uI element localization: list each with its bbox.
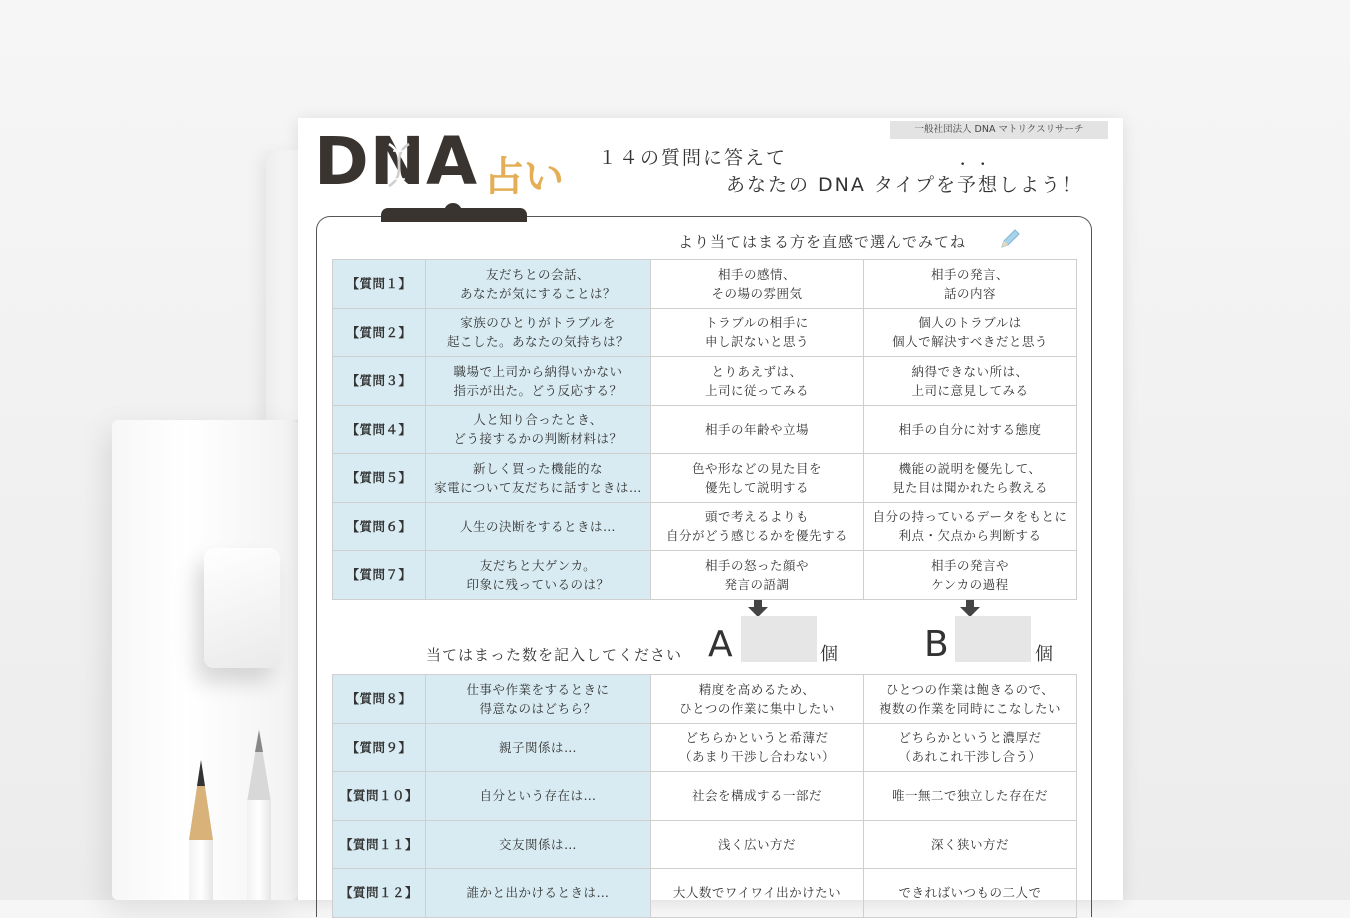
question-row	[333, 308, 1077, 357]
question-text	[426, 454, 651, 503]
option-b[interactable]	[864, 723, 1077, 772]
option-a-line: ひとつの作業に集中したい	[679, 700, 835, 716]
option-a[interactable]	[651, 723, 864, 772]
option-a[interactable]	[651, 675, 864, 724]
question-text	[426, 357, 651, 406]
option-a-line: 相手の年齢や立場	[704, 421, 809, 437]
question-row	[333, 405, 1077, 454]
option-b-line: どちらかというと濃厚だ	[898, 730, 1042, 746]
option-b[interactable]	[864, 820, 1077, 869]
question-text-line: 人と知り合ったとき、	[473, 412, 603, 428]
question-text	[426, 551, 651, 600]
option-b-line: 相手の自分に対する態度	[898, 421, 1042, 437]
option-b-line: ケンカの過程	[931, 576, 1009, 592]
option-a-line: とりあえずは、	[711, 363, 803, 379]
option-a[interactable]	[651, 357, 864, 406]
option-b[interactable]	[864, 405, 1077, 454]
organization-label: 一般社団法人 DNA マトリクスリサーチ	[890, 121, 1108, 139]
question-number: 【質問８】	[333, 675, 426, 724]
option-a-line: 頭で考えるよりも	[704, 509, 809, 525]
option-a[interactable]	[651, 405, 864, 454]
option-b[interactable]	[864, 772, 1077, 821]
headline-line2: あなたの DNA タイプを予想しよう！	[726, 174, 1083, 196]
option-a-line: トラブルの相手に	[705, 315, 809, 331]
logo-dna-text: DNA	[314, 123, 479, 200]
question-text	[426, 260, 651, 309]
count-a-input[interactable]	[741, 616, 817, 662]
option-b-line: 機能の説明を優先して、	[898, 460, 1042, 476]
question-text	[426, 820, 651, 869]
question-text	[426, 723, 651, 772]
pencil-lead	[197, 760, 205, 786]
option-b-line: 見た目は聞かれたら教える	[891, 479, 1048, 495]
count-a-unit: 個	[820, 644, 838, 665]
option-a-line: どちらかというと希薄だ	[685, 730, 829, 746]
option-b-line: できればいつもの二人で	[898, 885, 1042, 901]
questions-table-part1	[332, 259, 1077, 600]
question-text-line: 誰かと出かけるときは…	[466, 885, 610, 901]
option-b[interactable]	[864, 869, 1077, 918]
question-row	[333, 502, 1077, 551]
question-text	[426, 772, 651, 821]
option-b[interactable]	[864, 454, 1077, 503]
question-number: 【質問５】	[333, 454, 426, 503]
question-text-line: 職場で上司から納得いかない	[453, 363, 623, 379]
option-a[interactable]	[651, 820, 864, 869]
question-number: 【質問１１】	[333, 820, 426, 869]
mechanical-pencil	[247, 800, 271, 900]
option-a-line: 相手の感情、	[717, 266, 796, 282]
logo-uranai-text: 占い	[484, 154, 564, 200]
question-text-line: 仕事や作業をするときに	[466, 681, 610, 697]
question-text-line: 印象に残っているのは？	[466, 576, 610, 592]
headline-line1: １４の質問に答えて	[598, 147, 788, 169]
question-text-line: 家族のひとりがトラブルを	[460, 315, 616, 331]
option-b[interactable]	[864, 260, 1077, 309]
question-row	[333, 260, 1077, 309]
question-text-line: 指示が出た。どう反応する？	[453, 382, 623, 398]
question-row	[333, 869, 1077, 918]
option-b-line: 話の内容	[943, 285, 996, 301]
question-number: 【質問３】	[333, 357, 426, 406]
option-b-line: 個人のトラブルは	[918, 315, 1022, 331]
option-b-line: （あれこれ干渉し合う）	[898, 749, 1042, 765]
emphasis-dots: • •	[960, 160, 992, 170]
option-b-line: 唯一無二で独立した存在だ	[891, 788, 1048, 804]
option-a[interactable]	[651, 260, 864, 309]
question-text	[426, 502, 651, 551]
question-text-line: 人生の決断をするときは…	[459, 518, 616, 534]
question-row	[333, 723, 1077, 772]
question-text-line: 起こした。あなたの気持ちは？	[446, 334, 629, 350]
option-a-line: （あまり干渉し合わない）	[678, 749, 835, 765]
option-a[interactable]	[651, 772, 864, 821]
count-prompt: 当てはまった数を記入してください	[426, 646, 683, 664]
question-row	[333, 675, 1077, 724]
question-number: 【質問７】	[333, 551, 426, 600]
instruction-text: より当てはまる方を直感で選んでみてね	[678, 233, 967, 251]
question-text	[426, 869, 651, 918]
questionnaire-sheet	[298, 118, 1123, 900]
background-stationery-tall	[266, 150, 300, 420]
option-a-line: その場の雰囲気	[711, 285, 803, 301]
option-a-line: 優先して説明する	[704, 479, 809, 495]
question-row	[333, 551, 1077, 600]
option-a[interactable]	[651, 502, 864, 551]
option-b-line: 相手の発言や	[930, 557, 1009, 573]
option-b-line: 上司に意見してみる	[911, 382, 1029, 398]
count-b-label: B	[924, 624, 949, 665]
question-text	[426, 675, 651, 724]
mechanical-pencil-lead	[255, 730, 263, 752]
question-number: 【質問４】	[333, 405, 426, 454]
option-a-line: 相手の怒った顔や	[704, 557, 809, 573]
option-a[interactable]	[651, 551, 864, 600]
question-text-line: 親子関係は…	[498, 739, 577, 755]
question-text-line: 家電について友だちに話すときは…	[434, 479, 642, 495]
question-text-line: 新しく買った機能的な	[472, 460, 603, 476]
option-a-line: 色や形などの見た目を	[691, 460, 822, 476]
option-a-line: 申し訳ないと思う	[704, 334, 809, 350]
option-a[interactable]	[651, 454, 864, 503]
option-b-line: 複数の作業を同時にこなしたい	[878, 700, 1061, 716]
option-b-line: 利点・欠点から判断する	[898, 528, 1042, 544]
question-text-line: 友だちと大ゲンカ。	[479, 557, 597, 573]
option-a[interactable]	[651, 308, 864, 357]
option-b[interactable]	[864, 357, 1077, 406]
question-row	[333, 357, 1077, 406]
count-b-input[interactable]	[955, 616, 1031, 662]
option-b-line: 納得できない所は、	[911, 363, 1029, 379]
question-text-line: どう接するかの判断材料は？	[453, 431, 623, 447]
option-b-line: 自分の持っているデータをもとに	[872, 509, 1068, 525]
option-b[interactable]	[864, 675, 1077, 724]
option-a-line: 浅く広い方だ	[717, 836, 796, 852]
option-a-line: 大人数でワイワイ出かけたい	[672, 885, 842, 901]
option-b-line: 深く狭い方だ	[930, 836, 1009, 852]
question-number: 【質問６】	[333, 502, 426, 551]
option-b-line: 個人で解決すべきだと思う	[892, 334, 1048, 350]
question-text	[426, 308, 651, 357]
option-a-line: 自分がどう感じるかを優先する	[665, 528, 848, 544]
question-text-line: 交友関係は…	[498, 836, 577, 852]
question-text-line: 自分という存在は…	[479, 788, 597, 804]
question-text-line: 友だちとの会話、	[485, 266, 590, 282]
question-text-line: あなたが気にすることは？	[459, 285, 616, 301]
eraser	[204, 548, 280, 668]
question-number: 【質問１】	[333, 260, 426, 309]
question-row	[333, 820, 1077, 869]
question-text-line: 得意なのはどちら？	[479, 700, 597, 716]
question-number: 【質問９】	[333, 723, 426, 772]
option-a-line: 上司に従ってみる	[704, 382, 809, 398]
question-text	[426, 405, 651, 454]
question-number: 【質問２】	[333, 308, 426, 357]
count-a-label: A	[708, 624, 733, 665]
option-a-line: 精度を高めるため、	[698, 681, 816, 697]
option-a[interactable]	[651, 869, 864, 918]
dna-helix-icon	[386, 142, 412, 188]
count-b-unit: 個	[1035, 644, 1053, 665]
questions-table-part2	[332, 674, 1077, 918]
clipboard-clip	[381, 208, 527, 222]
pencil-icon	[998, 227, 1022, 251]
option-a-line: 発言の語調	[724, 576, 790, 592]
option-b-line: ひとつの作業は飽きるので、	[885, 681, 1055, 697]
option-b[interactable]	[864, 551, 1077, 600]
question-number: 【質問１２】	[333, 869, 426, 918]
question-number: 【質問１０】	[333, 772, 426, 821]
option-b[interactable]	[864, 502, 1077, 551]
option-b-line: 相手の発言、	[930, 266, 1009, 282]
pencil	[189, 840, 213, 900]
question-row	[333, 454, 1077, 503]
question-row	[333, 772, 1077, 821]
option-b[interactable]	[864, 308, 1077, 357]
option-a-line: 社会を構成する一部だ	[691, 788, 822, 804]
